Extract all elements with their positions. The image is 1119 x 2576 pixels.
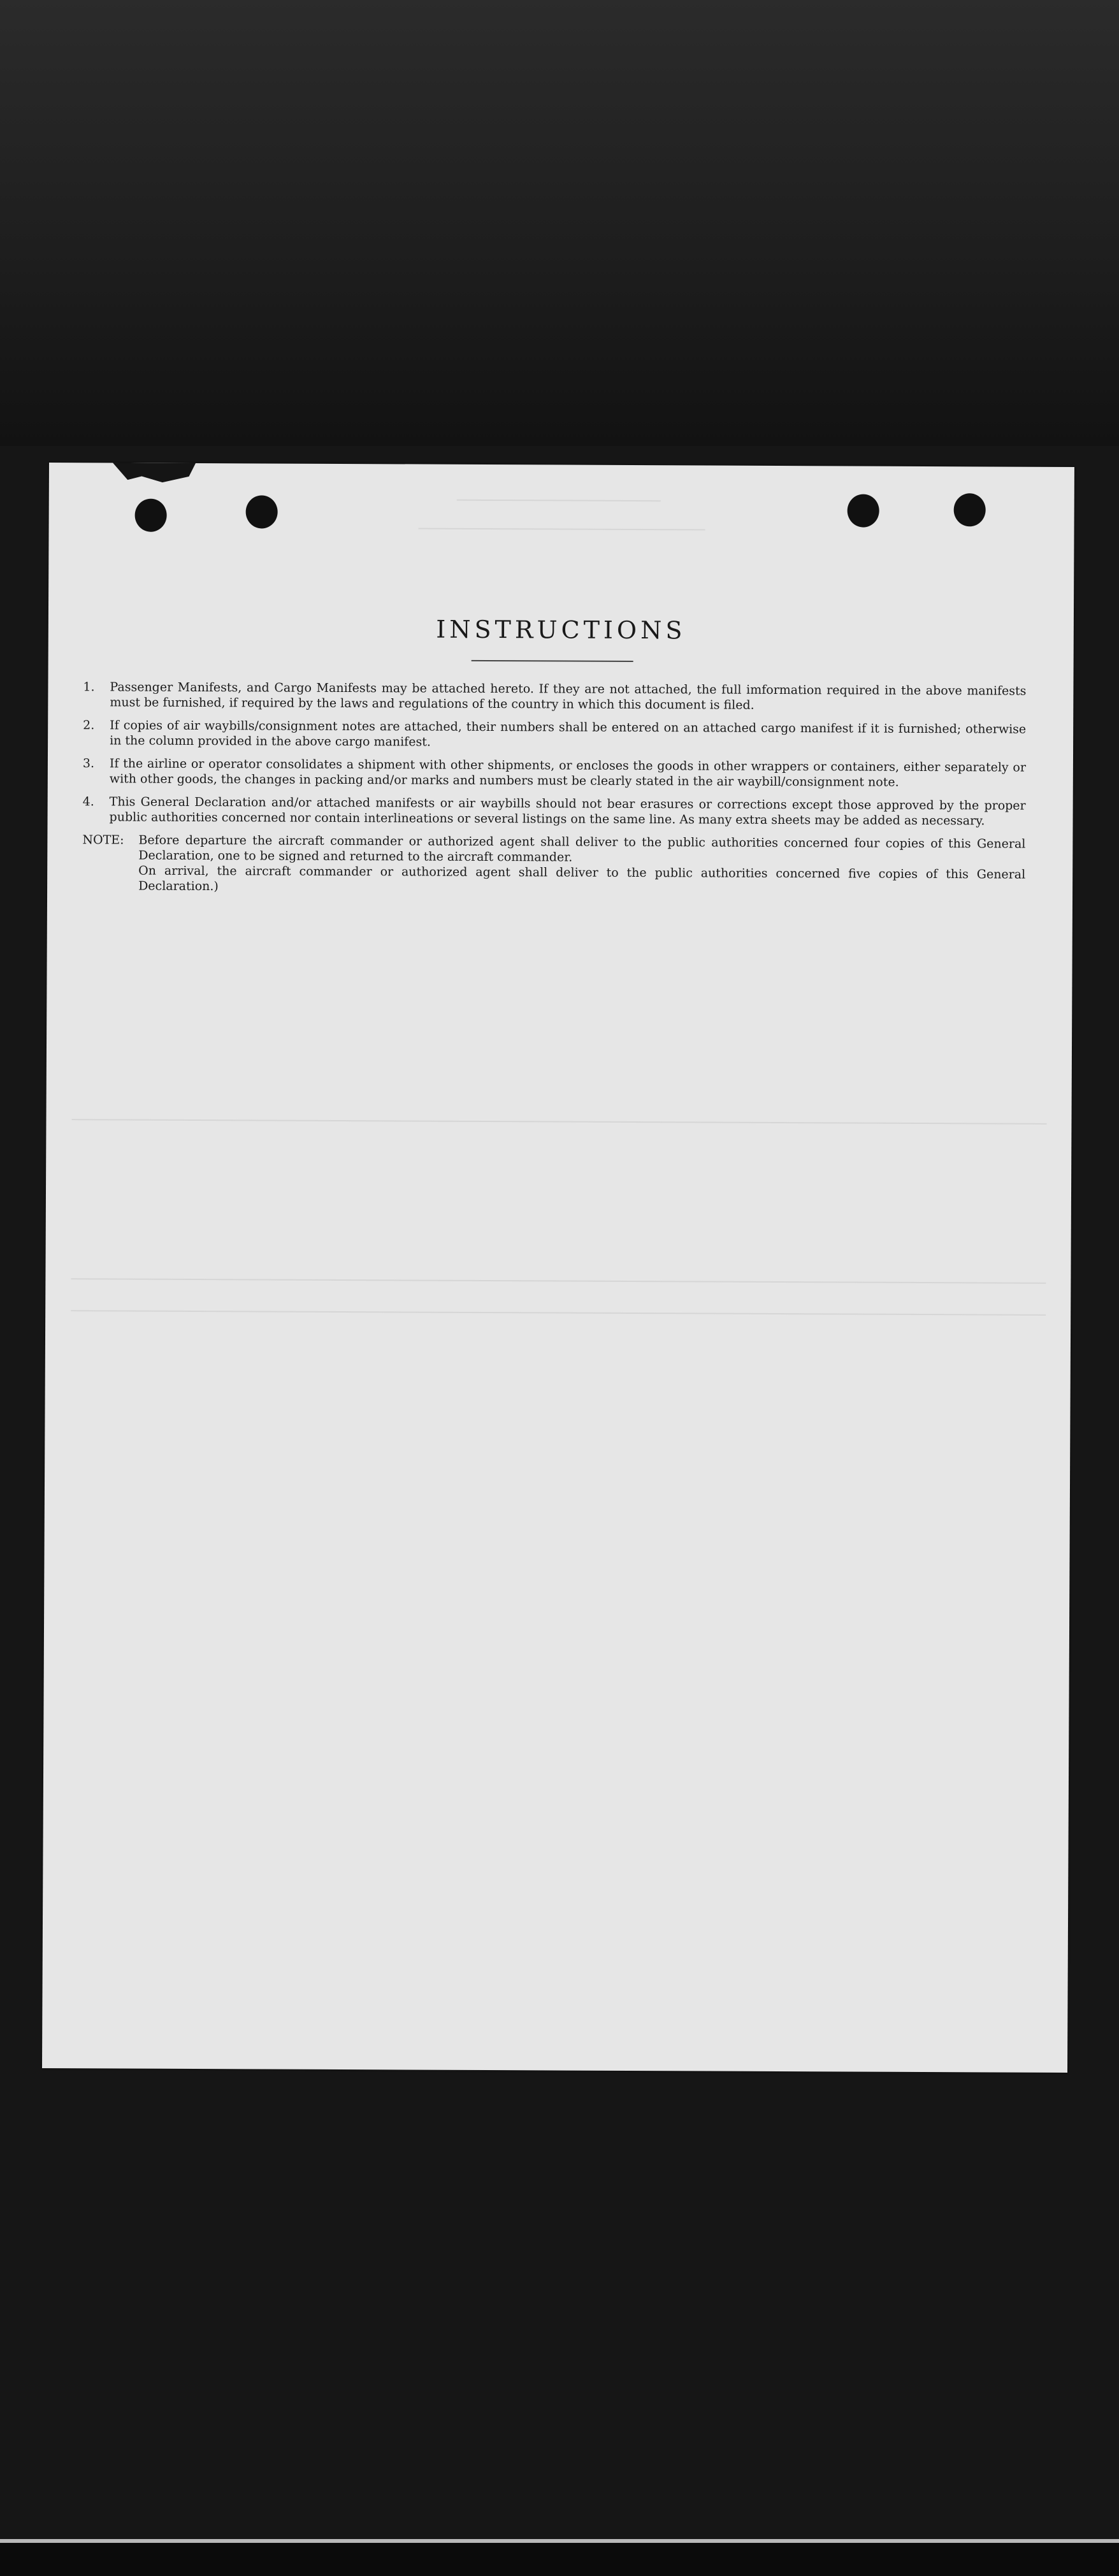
show-through-mark — [457, 500, 661, 501]
film-edge-strip — [0, 2539, 1119, 2543]
instruction-item — [83, 679, 1026, 714]
show-through-mark — [71, 1310, 1046, 1316]
instruction-item — [83, 717, 1026, 752]
instructions-title: INSTRUCTIONS — [436, 615, 686, 645]
show-through-mark — [71, 1278, 1046, 1284]
item-number: 4. — [82, 795, 94, 809]
document-page — [42, 463, 1074, 2073]
item-number: 3. — [82, 756, 95, 771]
note-body — [138, 833, 1025, 898]
instruction-item — [83, 794, 1026, 828]
item-text: If the airline or operator consolidates a shipment with other shipments, or encloses the goods in other wrappers or containers, either separately or with other goods, the changes in packing and/or marks and numbers must be clearly stated in the air waybill/consignment note. — [109, 756, 1026, 789]
note-block — [82, 832, 1025, 897]
item-text: If copies of air waybills/consignment notes are attached, their numbers shall be entered on an attached cargo manifest if it is furnished; otherwise in the column provided in the above cargo manifest. — [110, 718, 1027, 749]
item-number: 2. — [83, 718, 95, 733]
torn-corner — [113, 463, 196, 487]
punch-hole-left-2 — [246, 495, 278, 528]
note-arrival: On arrival, the aircraft commander or authorized agent shall deliver to the public authorities concerned five copies of this General Declaration.) — [138, 863, 1026, 894]
scanner-background-bottom — [0, 2542, 1119, 2576]
punch-hole-right-2 — [954, 493, 986, 526]
punch-hole-left-1 — [135, 499, 167, 532]
show-through-mark — [71, 1119, 1046, 1125]
scanner-background-top — [0, 0, 1119, 446]
item-text: Passenger Manifests, and Cargo Manifests may be attached hereto. If they are not attached, the full imformation required in the above manifests must be furnished, if required by the laws and regulations of the country in which this document is filed. — [110, 680, 1027, 712]
note-label: NOTE: — [82, 833, 124, 847]
instructions-list — [82, 679, 1026, 897]
note-departure: Before departure the aircraft commander or authorized agent shall deliver to the public authorities concerned four copies of this General Declaration, one to be signed and returned to the aircraft commander. — [138, 833, 1026, 865]
instruction-item — [83, 756, 1026, 790]
title-underline — [472, 660, 633, 662]
punch-hole-right-1 — [848, 494, 879, 527]
item-number: 1. — [83, 680, 95, 694]
item-text: This General Declaration and/or attached manifests or air waybills should not bear erasures or corrections except those approved by the proper public authorities concerned nor contain interlineations or several listings on the same line. As many extra sheets may be added as necessary. — [109, 795, 1026, 828]
show-through-mark — [419, 528, 705, 531]
